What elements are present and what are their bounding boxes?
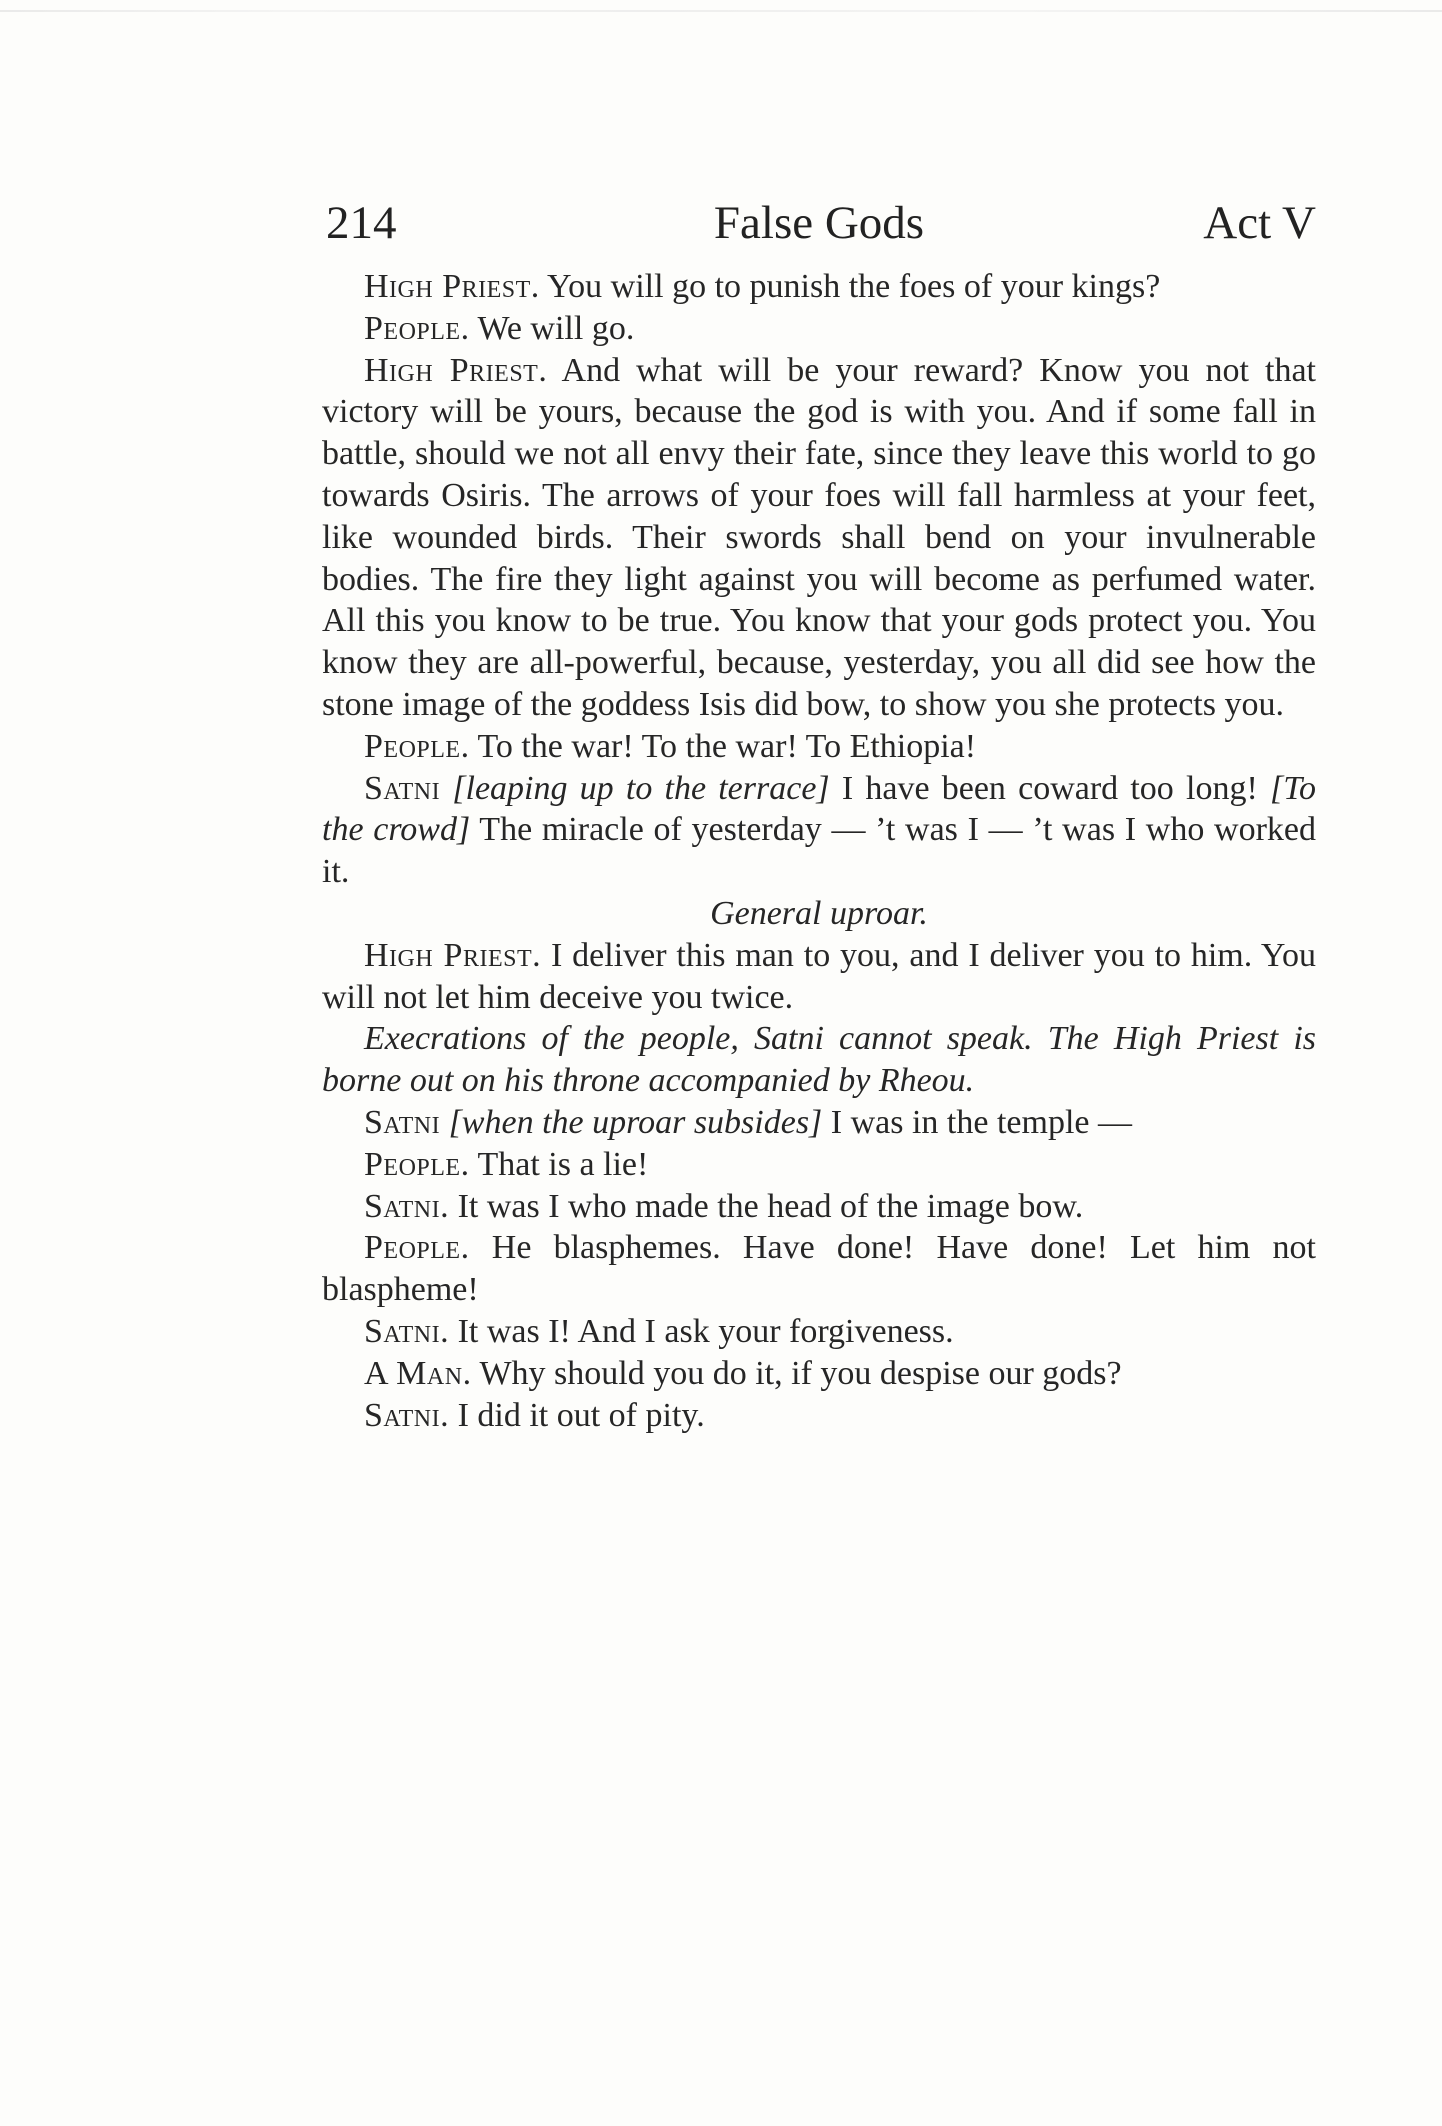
page-number: 214: [326, 197, 397, 249]
speech-line: [322, 1311, 1316, 1353]
speaker-name: Satni: [364, 769, 441, 807]
speech-text: It was I! And I ask your forgiveness.: [449, 1312, 954, 1350]
inline-stage-direction: [when the uproar subsides]: [440, 1103, 823, 1141]
speech-line: [322, 266, 1316, 308]
speech-text: I was in the temple —: [822, 1103, 1132, 1141]
speech-text: It was I who made the head of the image bow.: [449, 1187, 1084, 1225]
speech-line: [322, 726, 1316, 768]
speech-text: That is a lie!: [469, 1145, 649, 1183]
speaker-name: People.: [364, 1145, 470, 1183]
speech-line: [322, 1353, 1316, 1395]
speaker-name: Satni.: [364, 1312, 450, 1350]
speech-text: We will go.: [469, 309, 635, 347]
speaker-name: Satni.: [364, 1187, 450, 1225]
speech-line: [322, 1102, 1316, 1144]
stage-direction: General uproar.: [710, 894, 928, 932]
speech-text: He blasphemes. Have done! Have done! Let him not blaspheme!: [322, 1229, 1316, 1309]
speech-line: [322, 1144, 1316, 1186]
speaker-name: People.: [364, 1229, 470, 1267]
act-label: Act V: [1203, 197, 1316, 249]
speech-line: [322, 935, 1316, 1019]
speaker-name: Satni.: [364, 1396, 450, 1434]
inline-stage-direction: [To the crowd]: [322, 769, 1316, 849]
speech-line: [322, 1186, 1316, 1228]
speaker-name: Satni: [364, 1103, 441, 1141]
speech-text: The miracle of yesterday — ’t was I — ’t was I who worked it.: [322, 811, 1317, 891]
scan-edge-noise: [0, 10, 1442, 12]
speaker-name: High Priest.: [364, 936, 542, 974]
speaker-name: People.: [364, 309, 470, 347]
speaker-name: A Man.: [364, 1354, 472, 1392]
running-title: False Gods: [713, 197, 925, 249]
stage-direction: Execrations of the people, Satni cannot speak. The High Priest is borne out on his throne accompanied by Rheou.: [322, 1020, 1316, 1100]
speaker-name: High Priest.: [364, 351, 548, 389]
speaker-name: People.: [364, 727, 470, 765]
running-header: [322, 188, 1316, 258]
speech-text: I did it out of pity.: [449, 1396, 705, 1434]
play-text: [322, 266, 1316, 1436]
inline-stage-direction: [leaping up to the terrace]: [440, 769, 830, 807]
speech-line: [322, 350, 1316, 726]
speech-line: [322, 1395, 1316, 1437]
speech-text: I deliver this man to you, and I deliver you to him. You will not let him deceive you twice.: [322, 936, 1316, 1016]
speech-text: I have been coward too long!: [829, 769, 1270, 807]
speech-text: And what will be your reward? Know you not that victory will be yours, because the god is with you. And if some fall in battle, should we not all envy their fate, since they leave this world to go towards Osiris. The arrows of your foes will fall harmless at your feet, like wounded birds. Their swords shall bend on your invulnerable bodies. The fire they light against you will become as perfumed water. All this you know to be true. You know that your gods protect you. You know they are all-powerful, because, yesterday, you all did see how the stone image of the goddess Isis did bow, to show you she protects you.: [322, 351, 1316, 723]
speaker-name: High Priest.: [364, 268, 540, 305]
speech-text: Why should you do it, if you despise our gods?: [471, 1354, 1122, 1392]
speech-line: [322, 768, 1316, 893]
speech-text: You will go to punish the foes of your kings?: [539, 268, 1161, 305]
book-page: [322, 188, 1316, 1436]
speech-line: [322, 1227, 1316, 1311]
speech-line: [322, 308, 1316, 350]
speech-text: To the war! To the war! To Ethiopia!: [469, 727, 977, 765]
